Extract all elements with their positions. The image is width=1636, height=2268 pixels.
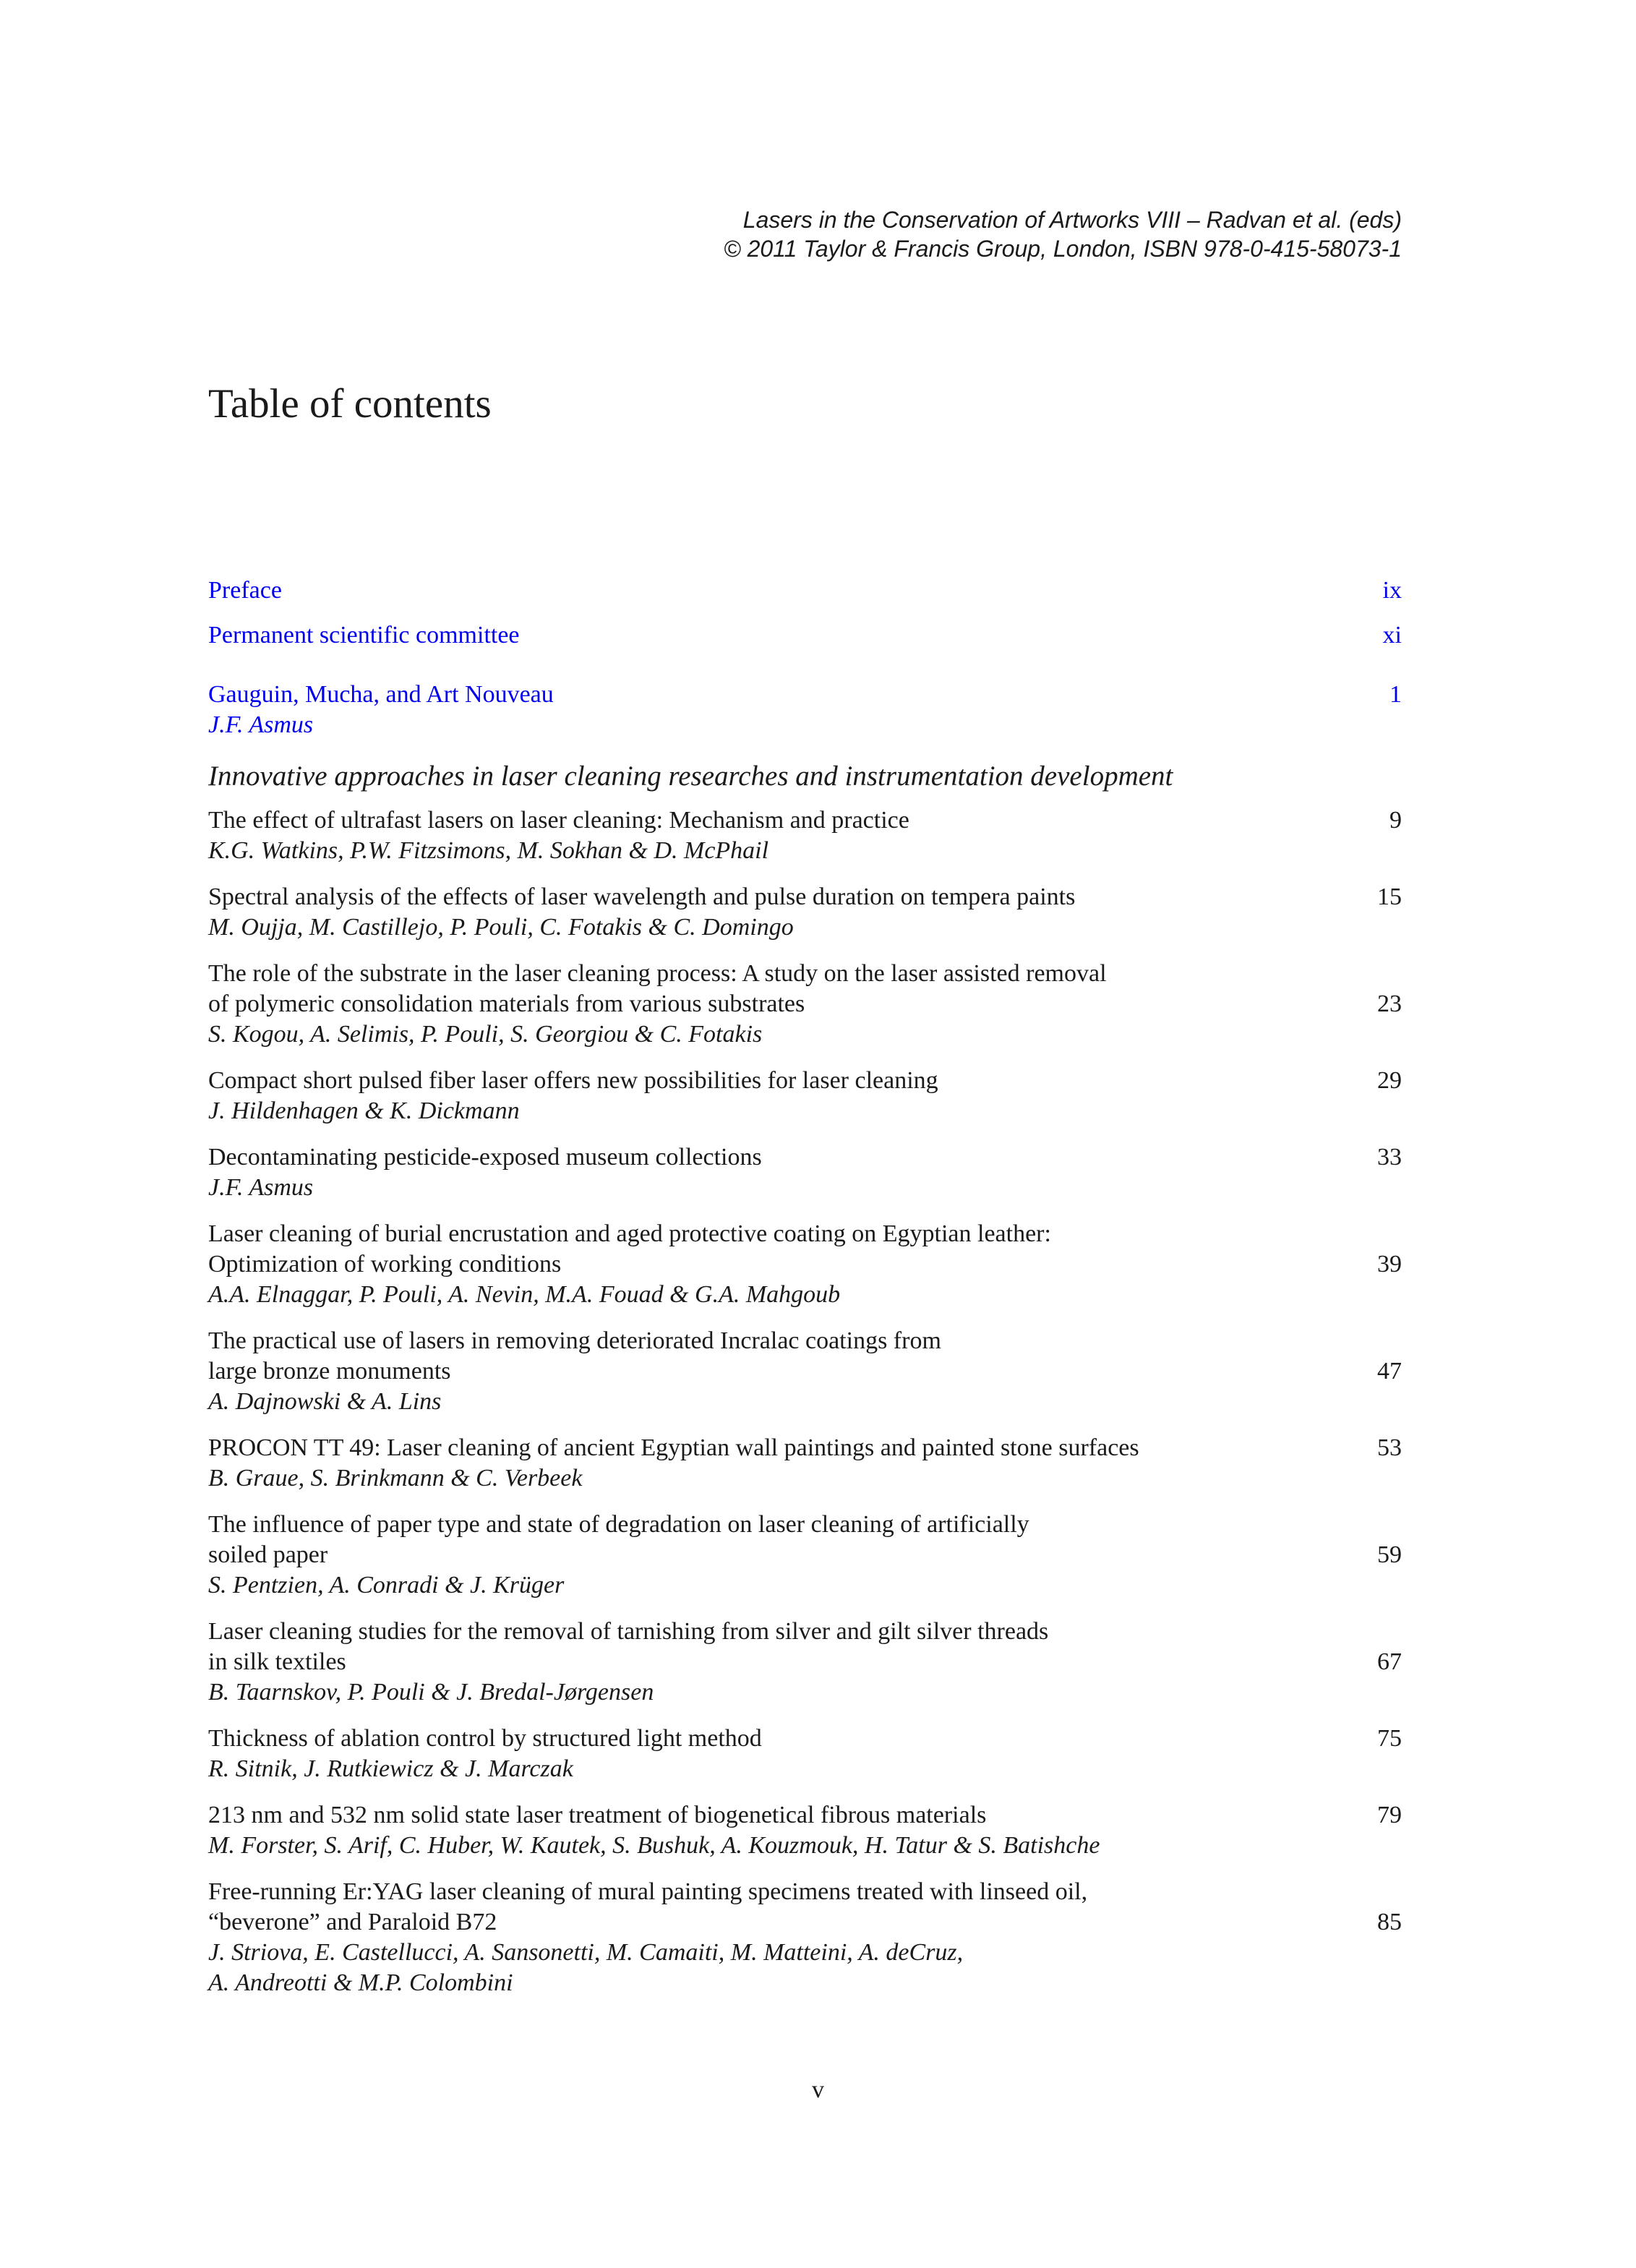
- toc-entry-page: 29: [1377, 1067, 1402, 1094]
- toc-entry-page: 59: [1377, 1541, 1402, 1568]
- toc-entry-page: 39: [1377, 1251, 1402, 1278]
- toc-entry-authors: A. Dajnowski & A. Lins: [208, 1388, 442, 1415]
- toc-entry-title-line: Thickness of ablation control by structured light method: [208, 1725, 762, 1752]
- running-header: [724, 205, 1402, 263]
- toc-entry-title-line: Optimization of working conditions: [208, 1251, 562, 1278]
- toc-entry-page: 53: [1377, 1434, 1402, 1461]
- toc-entry-title-line: Compact short pulsed fiber laser offers new possibilities for laser cleaning: [208, 1067, 938, 1094]
- toc-entry-title: [208, 805, 1344, 836]
- toc-entry-authors: A.A. Elnaggar, P. Pouli, A. Nevin, M.A. Fouad & G.A. Mahgoub: [208, 1281, 841, 1308]
- toc-entry[interactable]: [208, 1433, 1402, 1494]
- toc-entry-title-line: The influence of paper type and state of degradation on laser cleaning of artificially: [208, 1511, 1029, 1538]
- toc-entry-authors: J. Striova, E. Castellucci, A. Sansonetti, M. Camaiti, M. Matteini, A. deCruz,: [208, 1939, 964, 1966]
- toc-entry-authors: M. Oujja, M. Castillejo, P. Pouli, C. Fotakis & C. Domingo: [208, 914, 794, 941]
- toc-entry-row: [208, 1142, 1402, 1173]
- toc-entry-authors: B. Graue, S. Brinkmann & C. Verbeek: [208, 1465, 583, 1492]
- toc-entry[interactable]: [208, 1617, 1402, 1708]
- toc-entry-title-line: “beverone” and Paraloid B72: [208, 1909, 497, 1935]
- toc-link-preface[interactable]: Preface: [208, 577, 282, 604]
- toc-entry[interactable]: [208, 1326, 1402, 1417]
- toc-entry-row: [208, 1066, 1402, 1096]
- toc-entry-title: [208, 1433, 1344, 1463]
- toc-entry-title: [208, 1326, 1344, 1387]
- toc-entries: [208, 805, 1402, 1998]
- toc-entry-page: 15: [1377, 883, 1402, 910]
- toc-entry-authors: M. Forster, S. Arif, C. Huber, W. Kautek, S. Bushuk, A. Kouzmouk, H. Tatur & S. Batishche: [208, 1832, 1100, 1859]
- toc-entry-row: [208, 1433, 1402, 1463]
- toc-entry-row: [208, 1800, 1402, 1831]
- toc-link-committee[interactable]: Permanent scientific committee: [208, 622, 520, 649]
- toc-entry-title: [208, 1617, 1344, 1677]
- toc-entry-row: [208, 1326, 1402, 1387]
- toc-entry-row: [208, 959, 1402, 1019]
- section-heading: Innovative approaches in laser cleaning researches and instrumentation development: [208, 761, 1173, 792]
- toc-entry-title-line: of polymeric consolidation materials from various substrates: [208, 990, 805, 1017]
- toc-entry[interactable]: [208, 1800, 1402, 1861]
- toc-entry-authors: R. Sitnik, J. Rutkiewicz & J. Marczak: [208, 1755, 573, 1782]
- toc-entry[interactable]: [208, 1219, 1402, 1310]
- toc-entry-authors: A. Andreotti & M.P. Colombini: [208, 1969, 513, 1996]
- toc-entry-authors: J. Hildenhagen & K. Dickmann: [208, 1097, 520, 1124]
- toc-entry-title-line: The practical use of lasers in removing deteriorated Incralac coatings from: [208, 1327, 941, 1354]
- toc-entry-title-line: 213 nm and 532 nm solid state laser treatment of biogenetical fibrous materials: [208, 1802, 987, 1828]
- toc-entry-row: [208, 1877, 1402, 1938]
- toc-entry[interactable]: [208, 1724, 1402, 1784]
- toc-entry-row: [208, 1219, 1402, 1280]
- toc-entry-page: 9: [1389, 807, 1402, 834]
- toc-authors-keynote[interactable]: J.F. Asmus: [208, 711, 314, 738]
- toc-entry-preface[interactable]: [208, 575, 1402, 606]
- toc-entry-authors: S. Pentzien, A. Conradi & J. Krüger: [208, 1572, 565, 1599]
- toc-entry-title-line: Laser cleaning studies for the removal of tarnishing from silver and gilt silver threads: [208, 1618, 1049, 1645]
- toc-entry[interactable]: [208, 882, 1402, 943]
- toc-entry-title-line: Decontaminating pesticide-exposed museum collections: [208, 1144, 762, 1171]
- toc-entry[interactable]: [208, 1142, 1402, 1203]
- toc-entry-title: [208, 1724, 1344, 1754]
- toc-entry-authors: J.F. Asmus: [208, 1174, 314, 1201]
- toc-page-keynote[interactable]: 1: [1389, 681, 1402, 708]
- toc-entry-authors: K.G. Watkins, P.W. Fitzsimons, M. Sokhan & D. McPhail: [208, 837, 769, 864]
- toc-entry-page: 33: [1377, 1144, 1402, 1171]
- toc-page-committee[interactable]: xi: [1382, 622, 1402, 649]
- toc-entry-title-line: PROCON TT 49: Laser cleaning of ancient Egyptian wall paintings and painted stone surfaces: [208, 1434, 1139, 1461]
- toc-entry-keynote[interactable]: [208, 680, 1402, 740]
- toc-entry-title-line: Laser cleaning of burial encrustation and aged protective coating on Egyptian leather:: [208, 1220, 1051, 1247]
- table-of-contents: [208, 575, 1402, 2014]
- toc-entry-page: 23: [1377, 990, 1402, 1017]
- toc-entry-title-line: The role of the substrate in the laser cleaning process: A study on the laser assisted removal: [208, 960, 1107, 987]
- toc-entry[interactable]: [208, 805, 1402, 866]
- toc-entry-title: [208, 1066, 1344, 1096]
- toc-entry-title: [208, 1877, 1344, 1938]
- header-line-2: © 2011 Taylor & Francis Group, London, ISBN 978-0-415-58073-1: [724, 236, 1402, 262]
- toc-entry-title-line: large bronze monuments: [208, 1358, 451, 1385]
- toc-entry-committee[interactable]: [208, 620, 1402, 651]
- toc-entry-page: 75: [1377, 1725, 1402, 1752]
- page-number: v: [812, 2076, 824, 2103]
- toc-entry-title: [208, 1219, 1344, 1280]
- toc-entry-title: [208, 959, 1344, 1019]
- toc-entry-authors: B. Taarnskov, P. Pouli & J. Bredal-Jørgensen: [208, 1679, 654, 1706]
- header-line-1: Lasers in the Conservation of Artworks VIII – Radvan et al. (eds): [742, 207, 1402, 233]
- toc-entry-title: [208, 882, 1344, 912]
- toc-entry-row: [208, 805, 1402, 836]
- page-title: Table of contents: [208, 381, 492, 427]
- toc-entry-row: [208, 1510, 1402, 1570]
- toc-entry-title-line: in silk textiles: [208, 1648, 346, 1675]
- toc-entry[interactable]: [208, 959, 1402, 1050]
- toc-entry-page: 47: [1377, 1358, 1402, 1385]
- toc-entry-title-line: Spectral analysis of the effects of laser wavelength and pulse duration on tempera paints: [208, 883, 1076, 910]
- toc-page-preface[interactable]: ix: [1382, 577, 1402, 604]
- toc-entry-title: [208, 1510, 1344, 1570]
- toc-entry-page: 79: [1377, 1802, 1402, 1828]
- toc-entry-row: [208, 1617, 1402, 1677]
- toc-entry-title-line: soiled paper: [208, 1541, 328, 1568]
- toc-link-keynote[interactable]: Gauguin, Mucha, and Art Nouveau: [208, 681, 554, 708]
- toc-entry-page: 67: [1377, 1648, 1402, 1675]
- toc-entry-authors: S. Kogou, A. Selimis, P. Pouli, S. Georgiou & C. Fotakis: [208, 1021, 763, 1048]
- toc-entry-page: 85: [1377, 1909, 1402, 1935]
- toc-entry[interactable]: [208, 1066, 1402, 1126]
- toc-entry-row: [208, 1724, 1402, 1754]
- toc-entry[interactable]: [208, 1510, 1402, 1601]
- toc-entry[interactable]: [208, 1877, 1402, 1998]
- toc-entry-title-line: Free-running Er:YAG laser cleaning of mural painting specimens treated with linseed oil,: [208, 1878, 1088, 1905]
- toc-entry-row: [208, 882, 1402, 912]
- toc-entry-title: [208, 1800, 1344, 1831]
- toc-entry-title: [208, 1142, 1344, 1173]
- toc-entry-title-line: The effect of ultrafast lasers on laser cleaning: Mechanism and practice: [208, 807, 909, 834]
